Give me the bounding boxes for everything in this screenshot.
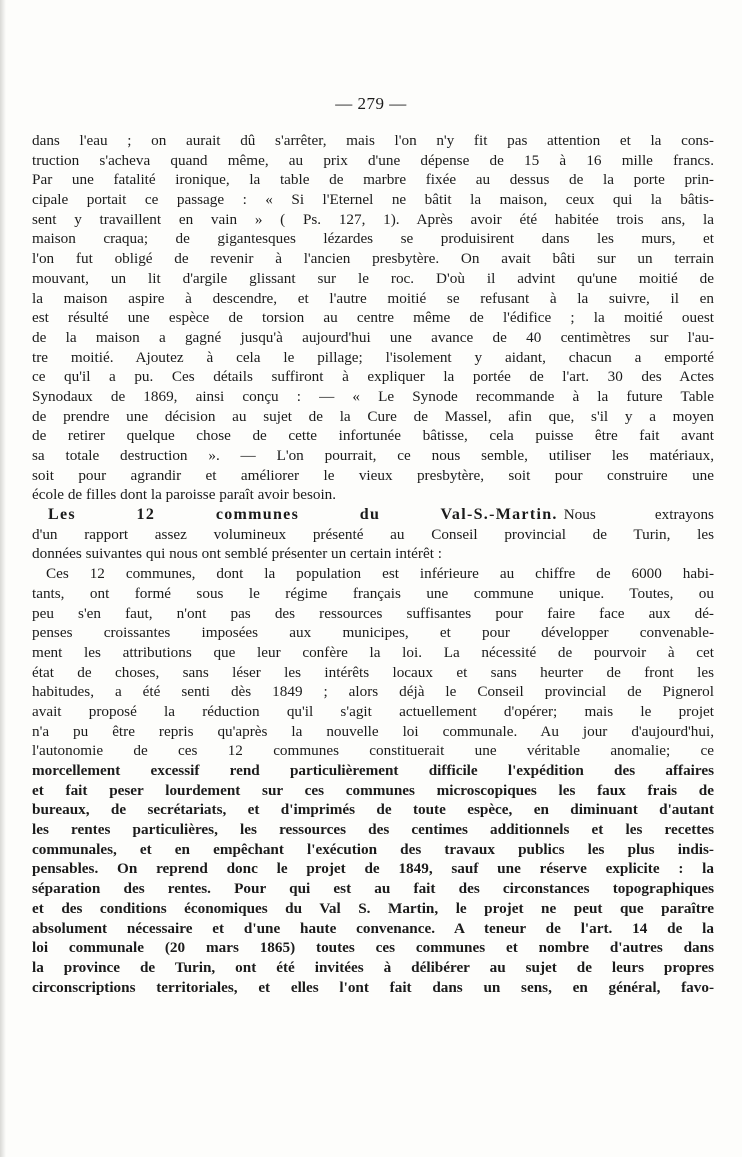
text-line: de retirer quelque chose de cette infortunée bâtisse, cela puisse être fait avant — [32, 427, 714, 445]
text-line: sent y travaillent en vain » ( Ps. 127, 1). Après avoir été habitée trois ans, la — [32, 210, 714, 228]
text-line: loi communale (20 mars 1865) toutes ces communes et nombre d'autres dans — [32, 939, 714, 957]
text-line: données suivantes qui nous ont semblé présenter un certain intérêt : — [32, 545, 442, 563]
text-line: morcellement excessif rend particulièrement difficile l'expédition des affaires — [32, 762, 714, 779]
text-line: les rentes particulières, les ressources des centimes additionnels et les recettes — [32, 821, 714, 839]
text-line: pensables. On reprend donc le projet de 1849, sauf une réserve explicite : la — [32, 860, 714, 878]
text-line: cipale portait ce passage : « Si l'Eternel ne bâtit la maison, ceux qui la bâtis- — [32, 191, 714, 209]
text-line: soit pour agrandir et améliorer le vieux presbytère, soit pour construire une — [32, 466, 714, 484]
text-line: absolument nécessaire et d'une haute convenance. A teneur de l'art. 14 de la — [32, 919, 714, 937]
text-line: avait proposé la réduction qu'il s'agit actuellement d'opérer; mais le projet — [32, 702, 714, 720]
text-line: l'autonomie de ces 12 communes constituerait une véritable anomalie; ce — [32, 742, 714, 760]
text-line: la province de Turin, ont été invitées à délibérer au sujet de leurs propres — [32, 958, 714, 976]
text-line: penses croissantes imposées aux municipes, et pour développer convenable- — [32, 624, 714, 642]
heading-line — [32, 505, 714, 525]
text-line: l'on fut obligé de revenir à l'ancien presbytère. On avait bâti sur un terrain — [32, 250, 714, 268]
text-line: ment les attributions que leur confère la loi. La nécessité de pourvoir à cet — [32, 643, 714, 661]
text-line: dans l'eau ; on aurait dû s'arrêter, mais l'on n'y fit pas attention et la cons- — [32, 132, 714, 149]
text-line: séparation des rentes. Pour qui est au fait des circonstances topographiques — [32, 880, 714, 898]
text-line: bureaux, de secrétariats, et d'imprimés de toute espèce, en diminuant d'autant — [32, 801, 714, 819]
text-line-fragment: Nous extrayons — [563, 506, 714, 524]
text-line: et fait peser lourdement sur ces communes microscopiques les faux frais de — [32, 781, 714, 799]
text-line: d'un rapport assez volumineux présenté au Conseil provincial de Turin, les — [32, 525, 714, 543]
text-line: de prendre une décision au sujet de la Cure de Massel, afin que, s'il y a moyen — [32, 407, 714, 425]
text-line: sa totale destruction ». — L'on pourrait, ce nous semble, utiliser les matériaux, — [32, 447, 714, 464]
text-line: habitudes, a été senti dès 1849 ; alors déjà le Conseil provincial de Pignerol — [32, 683, 714, 701]
text-line: peu s'en faut, n'ont pas des ressources suffisantes pour faire face aux dé- — [32, 604, 714, 622]
text-line: état de choses, sans léser les intérêts locaux et sans heurter de front les — [32, 663, 714, 681]
text-line: et des conditions économiques du Val S. Martin, le projet ne peut que paraître — [32, 899, 714, 917]
text-line: circonscriptions territoriales, et elles l'ont fait dans un sens, en général, favo- — [32, 978, 714, 996]
section-heading: Les 12 communes du Val-S.-Martin. — [48, 506, 558, 524]
page-gutter-shadow — [0, 0, 6, 1157]
text-line: Ces 12 communes, dont la population est inférieure au chiffre de 6000 habi- — [46, 565, 714, 583]
text-line: truction s'acheva quand même, au prix d'une dépense de 15 à 16 mille francs. — [32, 151, 714, 169]
text-line: est résulté une espèce de torsion au centre même de l'édifice ; la moitié ouest — [32, 309, 714, 327]
text-line: la maison aspire à descendre, et l'autre moitié se refusant à la suivre, il en — [32, 289, 714, 307]
text-line: ce qu'il a pu. Ces détails suffiront à expliquer la portée de l'art. 30 des Actes — [32, 368, 714, 386]
text-line: Synodaux de 1869, ainsi conçu : — « Le Synode recommande à la future Table — [32, 387, 714, 405]
text-line: maison craqua; de gigantesques lézardes se produisirent dans les murs, et — [32, 230, 714, 248]
page-number: — 279 — — [335, 94, 407, 113]
text-line: tants, ont formé sous le régime français une commune unique. Toutes, ou — [32, 584, 714, 602]
text-line: mouvant, un lit d'argile glissant sur le roc. D'où il advint qu'une moitié de — [32, 269, 714, 287]
text-line: de la maison a gagné jusqu'à aujourd'hui une avance de 40 centimètres sur l'au- — [32, 328, 714, 346]
body-text — [32, 131, 714, 997]
text-line: communales, et en empêchant l'exécution des travaux publics les plus indis- — [32, 840, 714, 858]
text-line: tre moitié. Ajoutez à cela le pillage; l'isolement y aidant, chacun a emporté — [32, 348, 714, 366]
text-line: n'a pu être repris qu'après la nouvelle loi communale. Au jour d'aujourd'hui, — [32, 722, 714, 740]
text-line: Par une fatalité ironique, la table de marbre fixée au dessus de la porte prin- — [32, 171, 714, 189]
text-line: école de filles dont la paroisse paraît avoir besoin. — [32, 486, 337, 504]
